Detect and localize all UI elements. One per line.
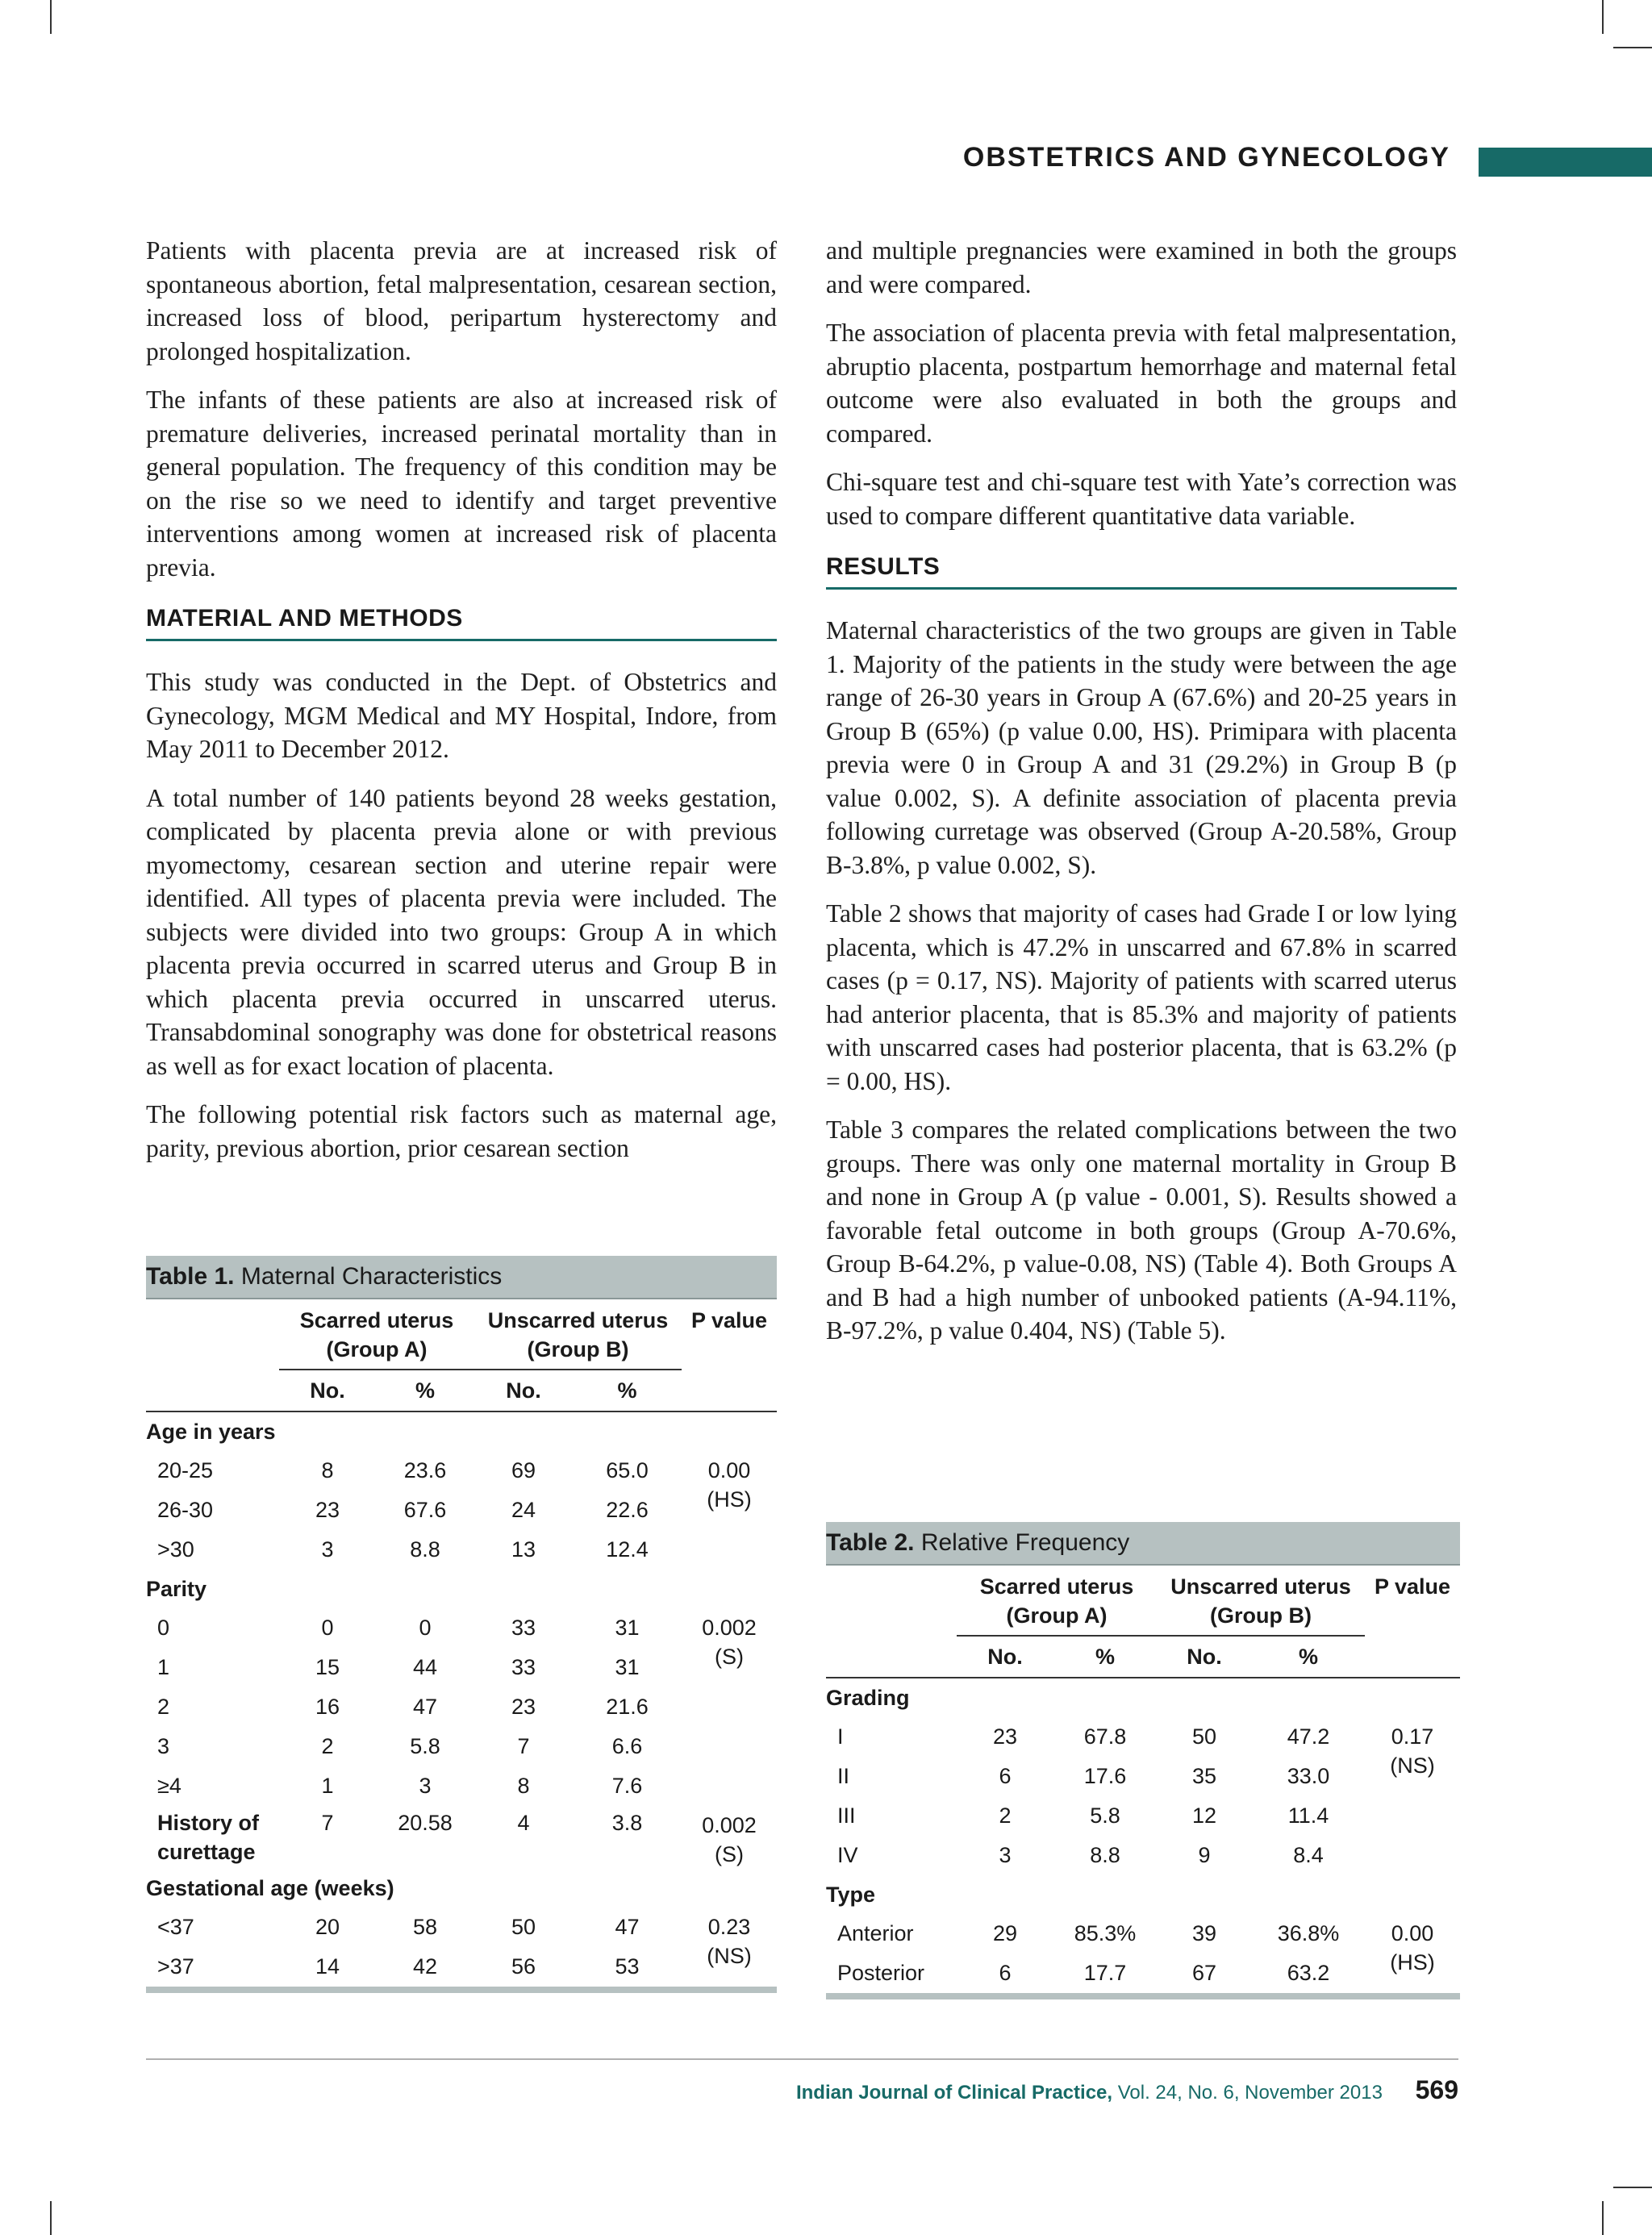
paragraph: Table 3 compares the related complications between the two groups. There was only one maternal mortality in Group B and none in Group A (p value - 0.001, S). Results showed a favorable fetal outcome in both groups (Group A-70.6%, Group B-64.2%, p value-0.08, NS) (Table 4). Both Groups A and B had a high number of unbooked patients (A-94.11%, B-97.2%, p value 0.404, NS) (Table 5). [826,1115,1457,1345]
table-row: 26-30 23 67.6 24 22.6 [157,1498,649,1522]
crop-mark [1602,0,1604,34]
crop-mark [1613,2187,1652,2188]
crop-mark [1613,47,1652,48]
table-row: II 6 17.6 35 33.0 [837,1764,1330,1788]
table-row: 2 16 47 23 21.6 [157,1695,649,1719]
category-age: Age in years [146,1419,276,1444]
category-parity: Parity [146,1576,207,1601]
crop-mark [50,2201,52,2235]
subheader-percent: % [376,1370,474,1411]
table-row: >30 3 8.8 13 12.4 [157,1537,649,1562]
table-row: 20-25 8 23.6 69 65.0 0.00 (HS) [146,1451,777,1491]
table-row: ≥4 1 3 8 7.6 [157,1774,643,1798]
paragraph: The infants of these patients are also at increased risk of premature deliveries, increased perinatal mortality than in general population. The frequency of this condition may be on the rise so we need to identify and target preventive interventions among women at increased risk of placenta previa. [146,386,777,582]
table-row: >37 14 42 56 53 [157,1954,640,1979]
table-caption: Table 2. Relative Frequency [826,1522,1460,1565]
crop-mark [1602,2201,1604,2235]
column-header-group-a: Scarred uterus (Group A) [957,1565,1157,1636]
subheader-percent: % [1252,1636,1365,1678]
footer-rule [146,2058,1458,2060]
subheader-no: No. [474,1370,573,1411]
column-header-p-value: P value [1374,1574,1451,1599]
curettage-label: History of curettage [157,1811,260,1864]
subheader-no: No. [279,1370,376,1411]
column-header-group-b: Unscarred uterus (Group B) [474,1299,682,1370]
table-row: 0 0 0 33 31 0.002 (S) [146,1608,777,1648]
paragraph: Table 2 shows that majority of cases had Grade I or low lying placenta, which is 47.2% in unscarred and 67.8% in scarred cases (p = 0.17, NS). Majority of patients with scarred uterus had anterior placenta, that is 85.3% and majority of patients with unscarred cases had posterior placenta, that is 63.2% (p = 0.00, HS). [826,899,1457,1095]
paragraph: Maternal characteristics of the two groups are given in Table 1. Majority of the patients in the study were between the age range of 26-30 years in Group A (67.6%) and 20-25 years in Group B (65%) (p value 0.00, HS). Primipara with placenta previa were 0 in Group A and 31 (29.2%) in Group B (p value 0.002, S). A definite association of placenta previa following curretage was observed (Group A-20.58%, Group B-3.8%, p value 0.002, S). [826,616,1457,879]
table-row: III 2 5.8 12 11.4 [837,1803,1329,1828]
section-heading-methods: MATERIAL AND METHODS [146,605,777,641]
column-header-group-a: Scarred uterus (Group A) [279,1299,474,1370]
right-column [826,234,1457,1363]
category-grading: Grading [826,1685,910,1710]
paragraph: The following potential risk factors such as maternal age, parity, previous abortion, prior cesarean section [146,1100,777,1162]
p-value-cell: 0.17 (NS) [1390,1724,1435,1778]
table-row: IV 3 8.8 9 8.4 [837,1843,1324,1867]
page-footer [796,2075,1458,2105]
table-relative-frequency [826,1522,1460,2008]
column-header-p-value: P value [690,1308,768,1332]
category-type: Type [826,1882,876,1907]
table-maternal-characteristics [146,1256,777,2001]
paragraph: Chi-square test and chi-square test with Yate’s correction was used to compare different quantitative data variable. [826,468,1457,530]
table-row: <37 20 58 50 47 0.23 (NS) [146,1908,777,1947]
table-row: Posterior 6 17.7 67 63.2 [837,1961,1330,1985]
p-value-cell: 0.002 (S) [702,1616,757,1669]
paragraph: The association of placenta previa with fetal malpresentation, abruptio placenta, postpartum hemorrhage and maternal fetal outcome were also evaluated in both the groups and compared. [826,319,1457,448]
page-number: 569 [1415,2075,1458,2104]
header-accent-bar [1479,148,1652,177]
p-value-cell: 0.00 (HS) [1390,1921,1435,1974]
journal-name: Indian Journal of Clinical Practice, [795,2082,1113,2104]
p-value-cell: 0.23 (NS) [707,1915,752,1968]
running-header: OBSTETRICS AND GYNECOLOGY [962,142,1450,173]
table-caption: Table 1. Maternal Characteristics [146,1256,777,1299]
journal-issue: Vol. 24, No. 6, November 2013 [1117,2082,1383,2104]
paragraph: and multiple pregnancies were examined in both the groups and were compared. [826,236,1457,298]
table-row: Anterior 29 85.3% 39 36.8% 0.00 (HS) [826,1914,1460,1954]
table-row: 1 15 44 33 31 [157,1655,640,1679]
left-column [146,234,777,1180]
table-row: 3 2 5.8 7 6.6 [157,1734,643,1758]
section-heading-results: RESULTS [826,553,1457,590]
subheader-percent: % [1053,1636,1157,1678]
p-value-cell: 0.002 (S) [702,1813,757,1866]
crop-mark [50,0,52,34]
table-row: History of curettage 7 20.58 4 3.8 0.002 (S) [146,1806,777,1869]
table-row: I 23 67.8 50 47.2 0.17 (NS) [826,1717,1460,1757]
category-gestational-age: Gestational age (weeks) [146,1875,394,1900]
paragraph: A total number of 140 patients beyond 28 weeks gestation, complicated by placenta previa alone or with previous myomectomy, cesarean section and uterine repair were identified. All types of placenta previa were included. The subjects were divided into two groups: Group A in which placenta previa occurred in scarred uterus and Group B in which placenta previa occurred in unscarred uterus. Transabdominal sonography was done for obstetrical reasons as well as for exact location of placenta. [146,783,777,1080]
paragraph: Patients with placenta previa are at increased risk of spontaneous abortion, fetal malpresentation, cesarean section, increased loss of blood, peripartum hysterectomy and prolonged hospitalization. [146,236,777,365]
p-value-cell: 0.00 (HS) [707,1458,752,1512]
subheader-no: No. [957,1636,1053,1678]
subheader-no: No. [1157,1636,1252,1678]
subheader-percent: % [573,1370,682,1411]
column-header-group-b: Unscarred uterus (Group B) [1157,1565,1365,1636]
paragraph: This study was conducted in the Dept. of Obstetrics and Gynecology, MGM Medical and MY Hospital, Indore, from May 2011 to December 2012. [146,668,777,763]
